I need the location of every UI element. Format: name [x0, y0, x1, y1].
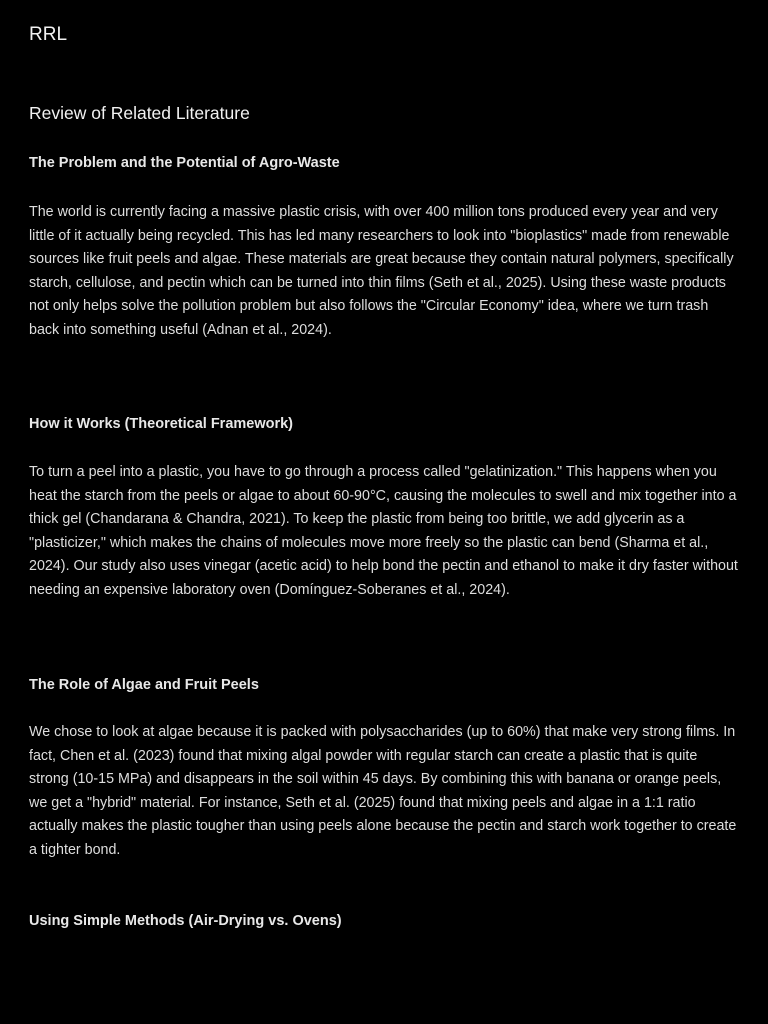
section-paragraph-algae-fruit-peels: We chose to look at algae because it is packed with polysaccharides (up to 60%) that make very strong films. In fact, Chen et al. (2023) found that mixing algal powder with regular starch can create a plastic that is quite strong (10-15 MPa) and disappears in the soil within 45 days. By combining this with banana or orange peels, we get a "hybrid" material. For instance, Seth et al. (2025) found that mixing peels and algae in a 1:1 ratio actually makes the plastic tougher than using peels alone because the pectin and starch work together to create a tighter bond. — [29, 724, 737, 858]
document-heading: Review of Related Literature — [29, 103, 250, 123]
section-heading-theoretical-framework: How it Works (Theoretical Framework) — [29, 416, 294, 432]
section-heading-agro-waste: The Problem and the Potential of Agro-Waste — [29, 155, 340, 171]
document-title: RRL — [29, 24, 68, 45]
section-heading-simple-methods: Using Simple Methods (Air-Drying vs. Ovens) — [29, 913, 342, 929]
section-heading-algae-fruit-peels: The Role of Algae and Fruit Peels — [29, 677, 259, 693]
section-paragraph-agro-waste: The world is currently facing a massive plastic crisis, with over 400 million tons produced every year and very little of it actually being recycled. This has led many researchers to look into "bioplastics" made from renewable sources like fruit peels and algae. These materials are great because they contain natural polymers, specifically starch, cellulose, and pectin which can be turned into thin films (Seth et al., 2025). Using these waste products not only helps solve the pollution problem but also follows the "Circular Economy" idea, where we turn trash back into something useful (Adnan et al., 2024). — [29, 204, 734, 338]
section-paragraph-theoretical-framework: To turn a peel into a plastic, you have to go through a process called "gelatinization." This happens when you heat the starch from the peels or algae to about 60-90°C, causing the molecules to swell and mix together into a thick gel (Chandarana & Chandra, 2021). To keep the plastic from being too brittle, we add glycerin as a "plasticizer," which makes the chains of molecules move more freely so the plastic can bend (Sharma et al., 2024). Our study also uses vinegar (acetic acid) to help bond the pectin and ethanol to make it dry faster without needing an expensive laboratory oven (Domínguez-Soberanes et al., 2024). — [29, 464, 738, 598]
